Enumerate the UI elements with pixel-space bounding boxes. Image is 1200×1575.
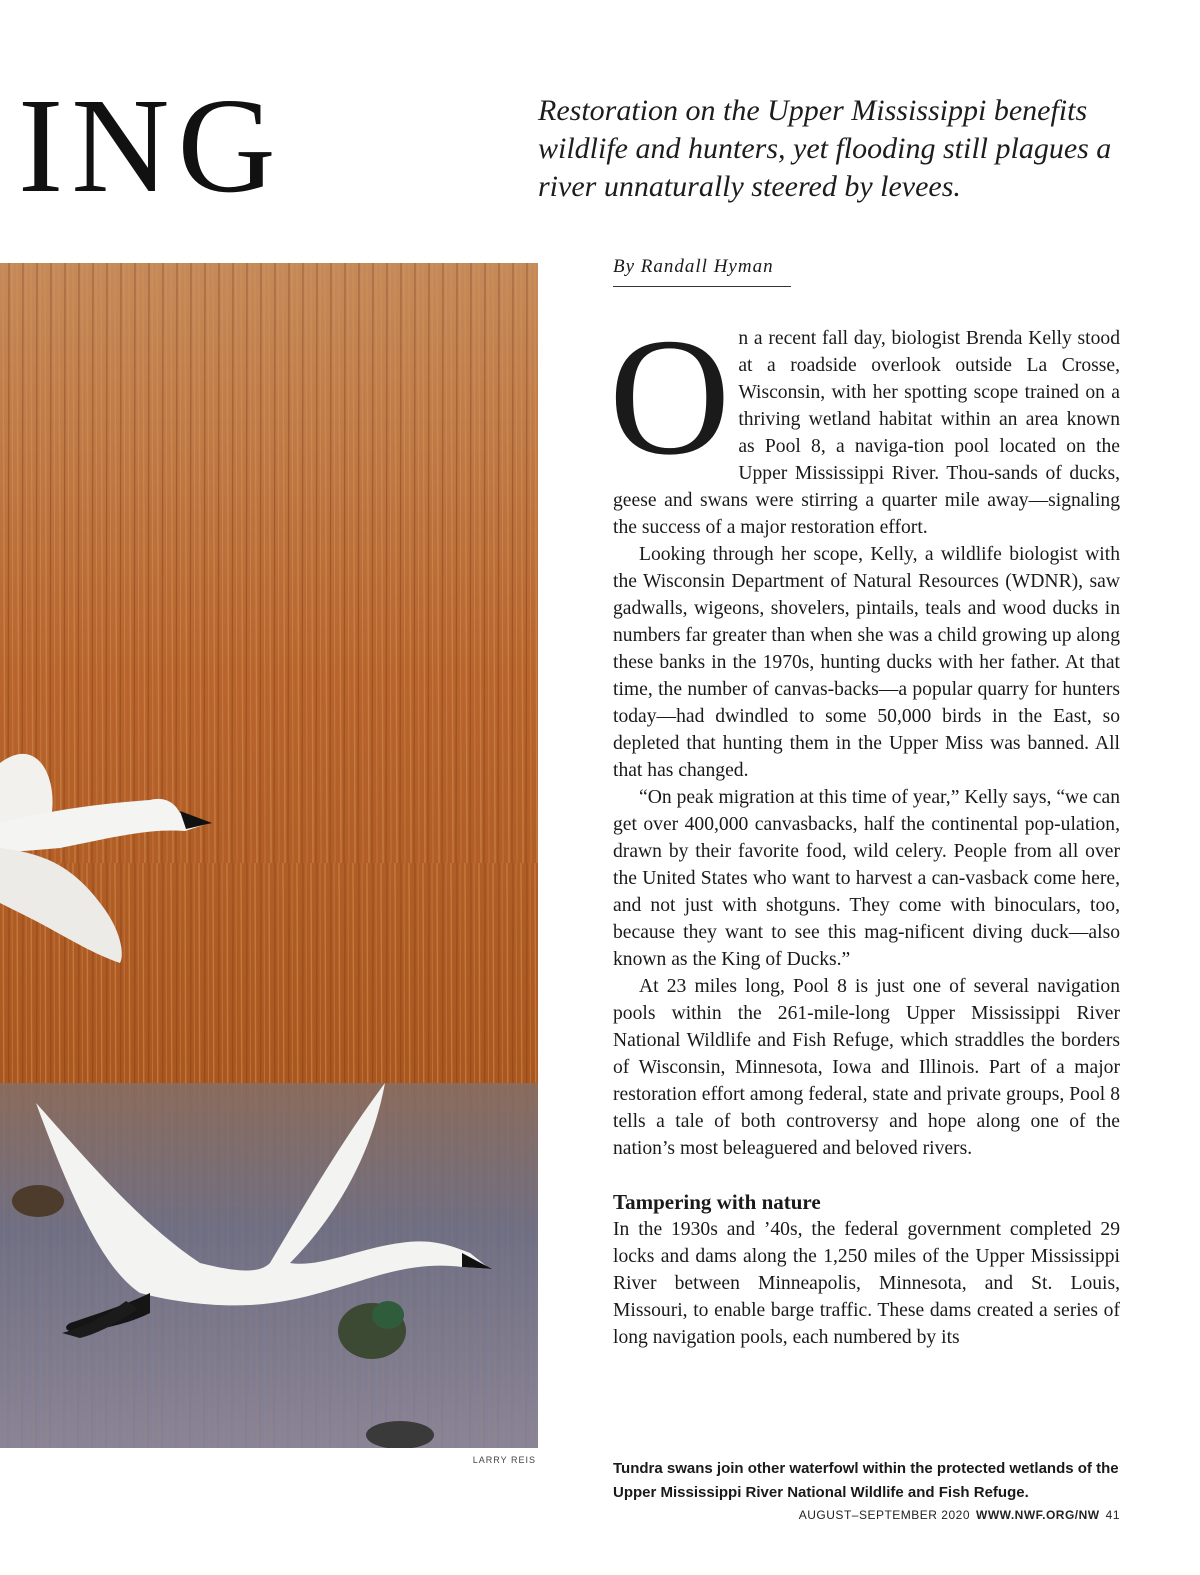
paragraph bbox=[609, 304, 1120, 541]
paragraph-text: n a recent fall day, biologist Brenda Kelly stood at a roadside overlook outside La Crosse, Wisconsin, with her spotting scope trained on a thriving wetland habitat within an area known as Pool 8, a naviga-tion pool located on the Upper Mississippi River. Thou-sands of ducks, geese and swans were stirring a quarter mile away—signaling the success of a major restoration effort. bbox=[613, 328, 1120, 538]
section-subhead: Tampering with nature bbox=[613, 1190, 821, 1214]
headline-fragment: ING bbox=[18, 71, 284, 221]
article-deck: Restoration on the Upper Mississippi benefits wildlife and hunters, yet flooding still plagues a river unnaturally steered by levees. bbox=[538, 94, 1112, 203]
article-body bbox=[609, 304, 1120, 1351]
issue-date: AUGUST–SEPTEMBER 2020 bbox=[798, 1508, 970, 1522]
dropcap: O bbox=[609, 304, 731, 490]
paragraph: In the 1930s and ’40s, the federal government completed 29 locks and dams along the 1,250 miles of the Upper Mississippi River between Minneapolis, Minnesota, and St. Louis, Missouri, to enable barge traffic. These dams created a series of long navigation pools, each numbered by its bbox=[613, 1219, 1120, 1348]
page-number: 41 bbox=[1105, 1508, 1120, 1522]
website-link[interactable]: WWW.NWF.ORG/NW bbox=[976, 1508, 1100, 1522]
photo-credit: LARRY REIS bbox=[472, 1455, 536, 1465]
byline: By Randall Hyman bbox=[613, 256, 791, 287]
article-photo bbox=[0, 263, 538, 1448]
paragraph: At 23 miles long, Pool 8 is just one of several navigation pools within the 261-mile-long Upper Mississippi River National Wildlife and Fish Refuge, which straddles the borders of Wisconsin, Minnesota, Iowa and Illinois. Part of a major restoration effort among federal, state and private groups, Pool 8 tells a tale of both controversy and hope along one of the nation’s most beleaguered and beloved rivers. bbox=[613, 976, 1120, 1159]
photo-caption: Tundra swans join other waterfowl within the protected wetlands of the Upper Mississippi River National Wildlife and Fish Refuge. bbox=[613, 1460, 1119, 1501]
page-footer bbox=[799, 1508, 1120, 1522]
paragraph: Looking through her scope, Kelly, a wildlife biologist with the Wisconsin Department of Natural Resources (WDNR), saw gadwalls, wigeons, shovelers, pintails, teals and wood ducks in numbers far greater than when she was a child growing up along these banks in the 1970s, hunting ducks with her father. At that time, the number of canvas-backs—a popular quarry for hunters today—had dwindled to some 50,000 birds in the East, so depleted that hunting them in the Upper Miss was banned. All that has changed. bbox=[613, 544, 1120, 781]
paragraph: “On peak migration at this time of year,” Kelly says, “we can get over 400,000 canvasbacks, half the continental pop-ulation, drawn by their favorite food, wild celery. People from all over the United States who want to harvest a can-vasback come here, and not just with shotguns. They come with binoculars, too, because they want to see this mag-nificent diving duck—also known as the King of Ducks.” bbox=[613, 787, 1120, 970]
